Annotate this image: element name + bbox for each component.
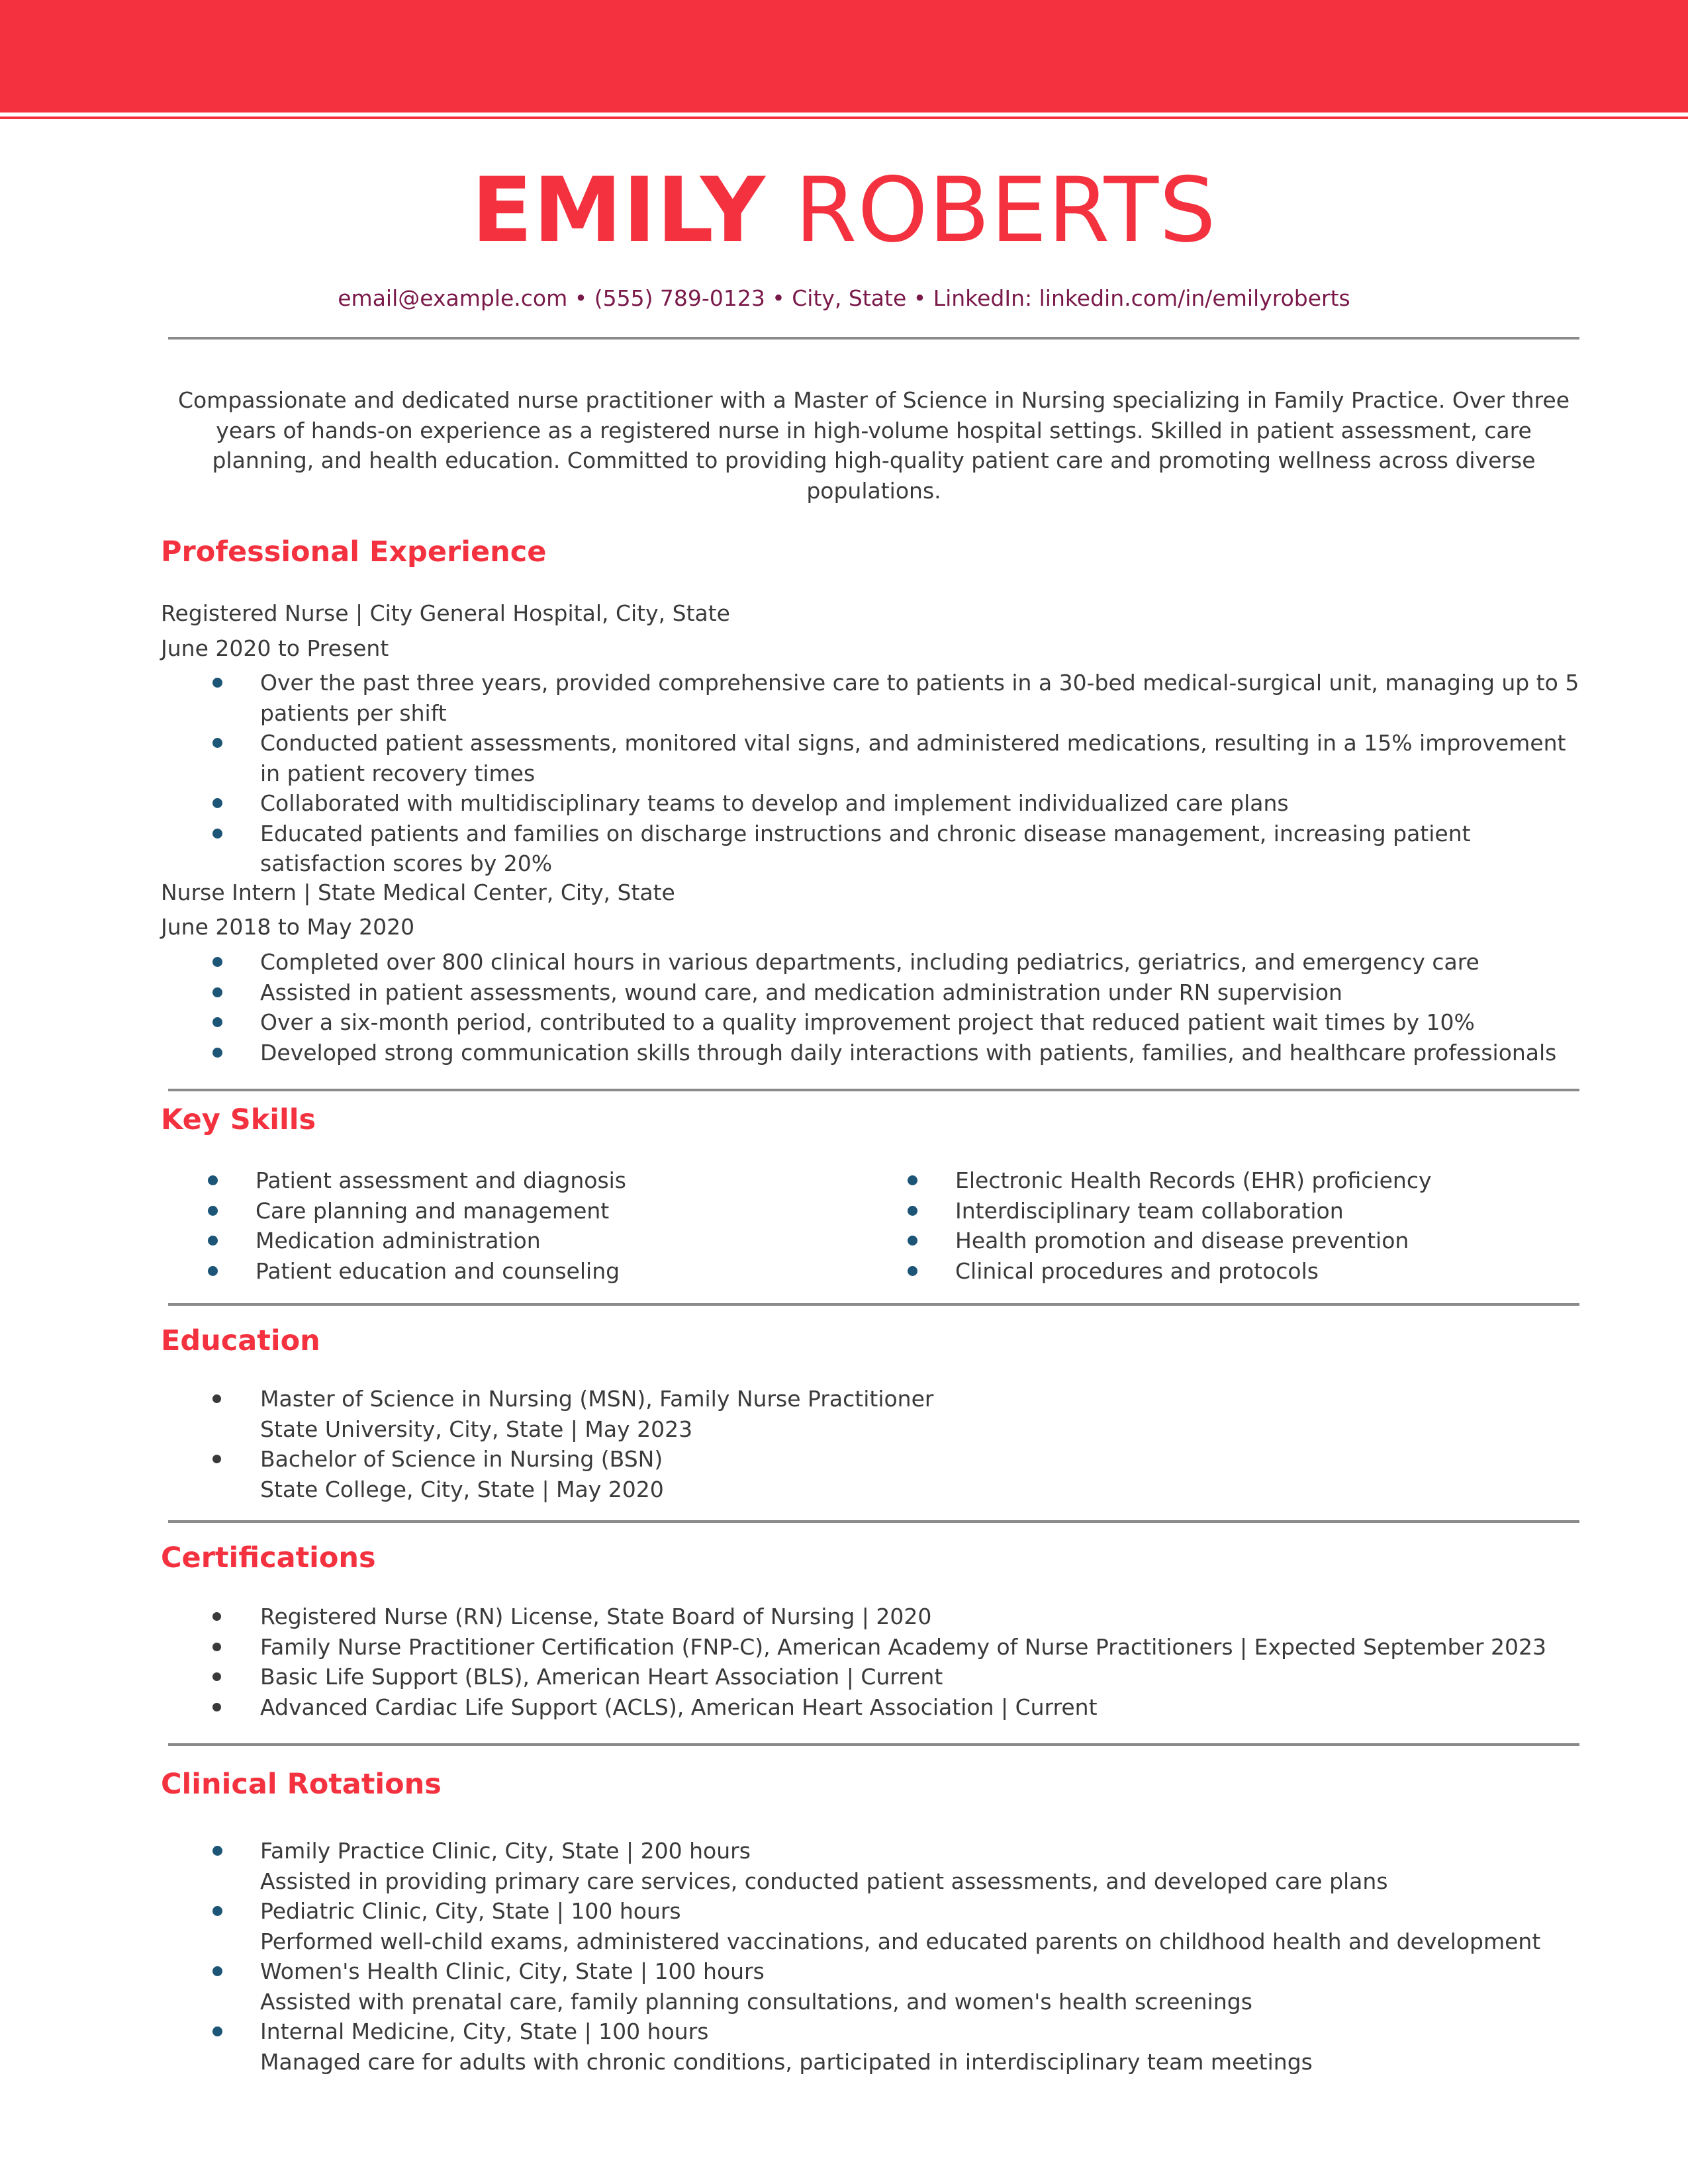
bullet-icon xyxy=(208,1175,218,1185)
last-name: ROBERTS xyxy=(794,158,1217,262)
list-item: Clinical procedures and protocols xyxy=(905,1256,1432,1287)
list-item: Master of Science in Nursing (MSN), Family Nurse Practitioner State University, City, State | May 2023 xyxy=(161,1384,1591,1444)
bullet-icon xyxy=(212,1906,222,1916)
divider xyxy=(168,1743,1579,1746)
contact-line: email@example.com • (555) 789-0123 • City, State • LinkedIn: linkedin.com/in/emilyroberts xyxy=(338,285,1350,311)
bullet-icon xyxy=(212,738,222,748)
bullet-icon xyxy=(212,1846,222,1856)
job-dates: June 2020 to Present xyxy=(161,635,389,661)
list-item: Patient education and counseling xyxy=(205,1256,626,1287)
bullet-icon xyxy=(212,1643,221,1651)
header-banner xyxy=(0,0,1688,113)
list-item: Women's Health Clinic, City, State | 100 hours Assisted with prenatal care, family planning consultations, and women's health screenings xyxy=(161,1956,1591,2017)
section-title-skills: Key Skills xyxy=(161,1103,316,1136)
divider xyxy=(168,1303,1579,1306)
divider xyxy=(168,1520,1579,1523)
list-item: Care planning and management xyxy=(205,1196,626,1226)
list-item: Over the past three years, provided comprehensive care to patients in a 30-bed medical-surgical unit, managing up to 5 patients per shift xyxy=(161,668,1591,728)
skills-column-right xyxy=(905,1165,1432,1286)
list-item: Advanced Cardiac Life Support (ACLS), American Heart Association | Current xyxy=(161,1692,1591,1723)
bullet-icon xyxy=(212,957,222,967)
job-bullets xyxy=(161,947,1591,1068)
summary: Compassionate and dedicated nurse practitioner with a Master of Science in Nursing specializing in Family Practice. Over three years of hands-on experience as a registered nurse in high-volume hospital settings. Skilled in patient assessment, care planning, and health education. Committed to providing high-quality patient care and promoting wellness across diverse populations. xyxy=(177,387,1570,504)
bullet-icon xyxy=(212,1612,221,1621)
bullet-icon xyxy=(212,1966,222,1976)
list-item: Collaborated with multidisciplinary teams to develop and implement individualized care plans xyxy=(161,788,1591,819)
bullet-icon xyxy=(908,1236,917,1246)
bullet-icon xyxy=(208,1266,218,1276)
bullet-icon xyxy=(208,1206,218,1216)
section-title-certifications: Certifications xyxy=(161,1541,376,1574)
list-item: Over a six-month period, contributed to a quality improvement project that reduced patient wait times by 10% xyxy=(161,1007,1591,1038)
bullet-icon xyxy=(212,1672,221,1681)
candidate-name xyxy=(0,158,1688,263)
list-item: Registered Nurse (RN) License, State Board of Nursing | 2020 xyxy=(161,1602,1591,1632)
rotations-list xyxy=(161,1836,1591,2077)
list-item: Internal Medicine, City, State | 100 hours Managed care for adults with chronic conditions, participated in interdisciplinary team meetings xyxy=(161,2017,1591,2077)
job-bullets xyxy=(161,668,1591,879)
bullet-icon xyxy=(212,798,222,808)
bullet-icon xyxy=(212,1048,222,1058)
list-item: Educated patients and families on discharge instructions and chronic disease management, increasing patient satisfaction scores by 20% xyxy=(161,819,1591,879)
bullet-icon xyxy=(212,1703,221,1711)
list-item: Completed over 800 clinical hours in various departments, including pediatrics, geriatrics, and emergency care xyxy=(161,947,1591,978)
job-dates: June 2018 to May 2020 xyxy=(161,914,415,940)
bullet-icon xyxy=(908,1206,917,1216)
list-item: Assisted in patient assessments, wound care, and medication administration under RN supervision xyxy=(161,978,1591,1008)
list-item: Family Practice Clinic, City, State | 200 hours Assisted in providing primary care services, conducted patient assessments, and developed care plans xyxy=(161,1836,1591,1896)
list-item: Basic Life Support (BLS), American Heart Association | Current xyxy=(161,1662,1591,1692)
section-title-rotations: Clinical Rotations xyxy=(161,1768,442,1801)
section-title-experience: Professional Experience xyxy=(161,535,547,569)
list-item: Bachelor of Science in Nursing (BSN) State College, City, State | May 2020 xyxy=(161,1444,1591,1504)
bullet-icon xyxy=(208,1236,218,1246)
bullet-icon xyxy=(212,829,222,839)
bullet-icon xyxy=(212,1455,221,1463)
list-item: Medication administration xyxy=(205,1226,626,1256)
list-item: Family Nurse Practitioner Certification (FNP-C), American Academy of Nurse Practitioners | Expected September 2023 xyxy=(161,1632,1591,1662)
bullet-icon xyxy=(212,1017,222,1027)
header-rule xyxy=(0,116,1688,119)
list-item: Patient assessment and diagnosis xyxy=(205,1165,626,1196)
list-item: Electronic Health Records (EHR) proficiency xyxy=(905,1165,1432,1196)
bullet-icon xyxy=(908,1266,917,1276)
section-title-education: Education xyxy=(161,1324,320,1357)
bullet-icon xyxy=(908,1175,917,1185)
job-role-line: Registered Nurse | City General Hospital, City, State xyxy=(161,600,730,626)
divider xyxy=(168,337,1579,340)
list-item: Conducted patient assessments, monitored vital signs, and administered medications, resulting in a 15% improvement in patient recovery times xyxy=(161,728,1591,788)
list-item: Health promotion and disease prevention xyxy=(905,1226,1432,1256)
list-item: Pediatric Clinic, City, State | 100 hours Performed well-child exams, administered vaccinations, and educated parents on childhood health and development xyxy=(161,1896,1591,1956)
job-role-line: Nurse Intern | State Medical Center, City, State xyxy=(161,880,675,905)
divider xyxy=(168,1089,1579,1091)
certifications-list xyxy=(161,1602,1591,1722)
skills-column-left xyxy=(205,1165,626,1286)
list-item: Developed strong communication skills through daily interactions with patients, families, and healthcare professionals xyxy=(161,1038,1591,1068)
bullet-icon xyxy=(212,1394,221,1403)
bullet-icon xyxy=(212,2026,222,2036)
first-name: EMILY xyxy=(471,158,766,262)
education-list xyxy=(161,1384,1591,1504)
bullet-icon xyxy=(212,678,222,688)
list-item: Interdisciplinary team collaboration xyxy=(905,1196,1432,1226)
bullet-icon xyxy=(212,987,222,997)
